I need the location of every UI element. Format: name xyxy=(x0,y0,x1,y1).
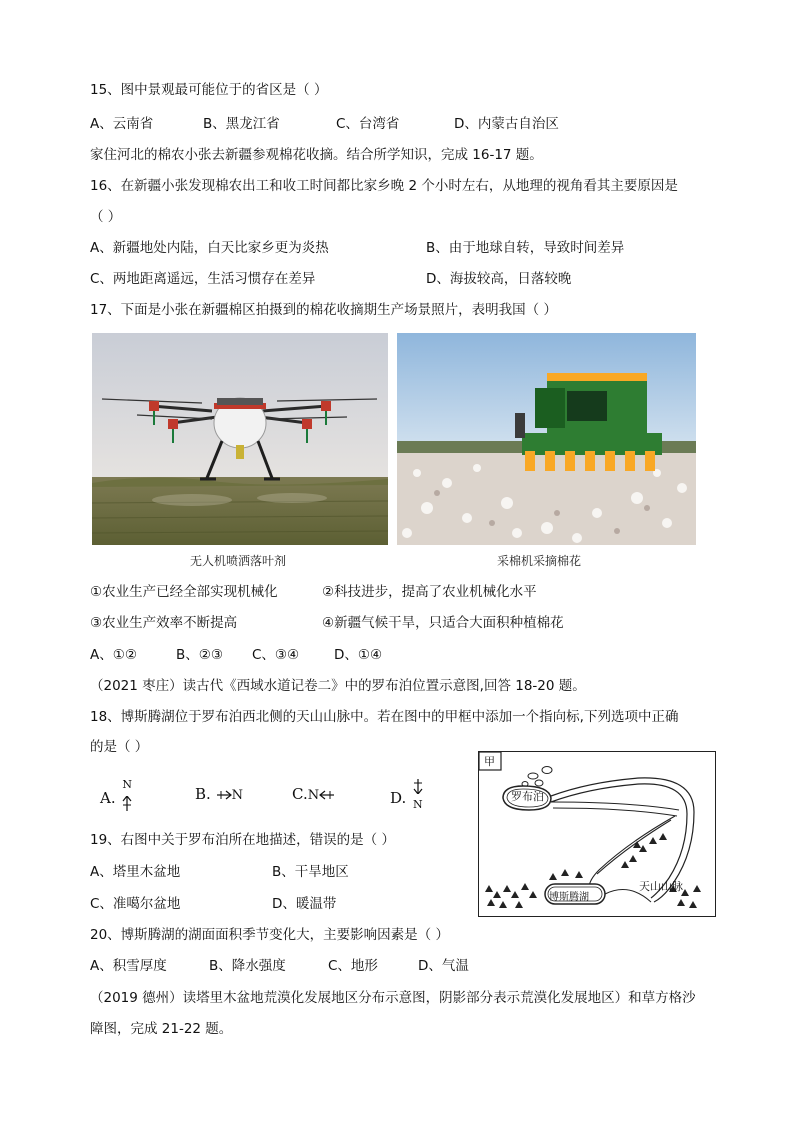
q16-option-d: D、海拔较高，日落较晚 xyxy=(426,271,572,287)
map-tianshan-label: 天山山脉 xyxy=(639,880,683,893)
q17-stem: 17、下面是小张在新疆棉区拍摄到的棉花收摘期生产场景照片，表明我国（ ） xyxy=(90,302,557,318)
map-luobupo-label: 罗布泊 xyxy=(511,790,544,803)
q17-statement-3: ③农业生产效率不断提高 xyxy=(90,615,238,631)
q16-option-b: B、由于地球自转，导致时间差异 xyxy=(426,240,625,256)
q16-paren: （ ） xyxy=(90,209,122,225)
q20-stem: 20、博斯腾湖的湖面面积季节变化大，主要影响因素是（ ） xyxy=(90,927,449,943)
cotton-picker-caption: 采棉机采摘棉花 xyxy=(497,554,582,568)
q15-option-b: B、黑龙江省 xyxy=(203,116,280,132)
intro-16-17: 家住河北的棉农小张去新疆参观棉花收摘。结合所学知识，完成 16-17 题。 xyxy=(90,147,543,163)
q15-option-d: D、内蒙古自治区 xyxy=(454,116,559,132)
intro-21-22-line1: （2019 德州）读塔里木盆地荒漠化发展地区分布示意图，阴影部分表示荒漠化发展地区）和草方格沙 xyxy=(90,990,696,1006)
q19-option-c: C、准噶尔盆地 xyxy=(90,896,181,912)
q19-option-a: A、塔里木盆地 xyxy=(90,864,181,880)
q15-option-c: C、台湾省 xyxy=(336,116,400,132)
q20-option-b: B、降水强度 xyxy=(209,958,286,974)
q19-stem: 19、右图中关于罗布泊所在地描述，错误的是（ ） xyxy=(90,832,395,848)
q17-option-a: A、①② xyxy=(90,647,137,663)
q18-option-c: C.N xyxy=(292,785,335,804)
q17-statement-4: ④新疆气候干旱，只适合大面积种植棉花 xyxy=(322,615,564,631)
north-arrow-up-icon: N xyxy=(120,784,134,814)
q18-option-a: A. N xyxy=(100,784,134,814)
q16-option-a: A、新疆地处内陆，白天比家乡更为炎热 xyxy=(90,240,329,256)
q16-option-c: C、两地距离遥远，生活习惯存在差异 xyxy=(90,271,316,287)
q18-option-d: D. N xyxy=(390,784,425,814)
q17-option-d: D、①④ xyxy=(334,647,383,663)
q15-stem: 15、图中景观最可能位于的省区是（ ） xyxy=(90,82,328,98)
q20-option-d: D、气温 xyxy=(418,958,469,974)
q19-option-b: B、干旱地区 xyxy=(272,864,349,880)
q17-option-c: C、③④ xyxy=(252,647,300,663)
q19-option-d: D、暖温带 xyxy=(272,896,337,912)
q18-stem-line1: 18、博斯腾湖位于罗布泊西北侧的天山山脉中。若在图中的甲框中添加一个指向标,下列选项中正确 xyxy=(90,709,679,725)
q18-stem-line2: 的是（ ） xyxy=(90,739,149,755)
drone-photo-caption: 无人机喷洒落叶剂 xyxy=(190,554,287,568)
q16-stem: 16、在新疆小张发现棉农出工和收工时间都比家乡晚 2 个小时左右，从地理的视角看其主要原因是 xyxy=(90,178,678,194)
cotton-picker-photo xyxy=(397,333,696,545)
q15-option-a: A、云南省 xyxy=(90,116,154,132)
q17-statement-1: ①农业生产已经全部实现机械化 xyxy=(90,584,278,600)
q17-statement-2: ②科技进步，提高了农业机械化水平 xyxy=(322,584,537,600)
intro-18-20: （2021 枣庄）读古代《西域水道记卷二》中的罗布泊位置示意图,回答 18-20 题。 xyxy=(90,678,586,694)
q20-option-a: A、积雪厚度 xyxy=(90,958,167,974)
drone-photo xyxy=(92,333,388,545)
north-arrow-right-icon xyxy=(216,786,232,804)
north-arrow-left-icon xyxy=(319,786,335,804)
map-corner-label: 甲 xyxy=(484,755,495,768)
north-arrow-down-icon: N xyxy=(411,784,425,814)
luobupo-location-map xyxy=(478,751,716,917)
intro-21-22-line2: 障图，完成 21-22 题。 xyxy=(90,1021,233,1037)
q17-option-b: B、②③ xyxy=(176,647,223,663)
q18-option-b: B. N xyxy=(195,785,243,803)
map-bosten-label: 博斯腾湖 xyxy=(549,892,589,903)
q20-option-c: C、地形 xyxy=(328,958,378,974)
